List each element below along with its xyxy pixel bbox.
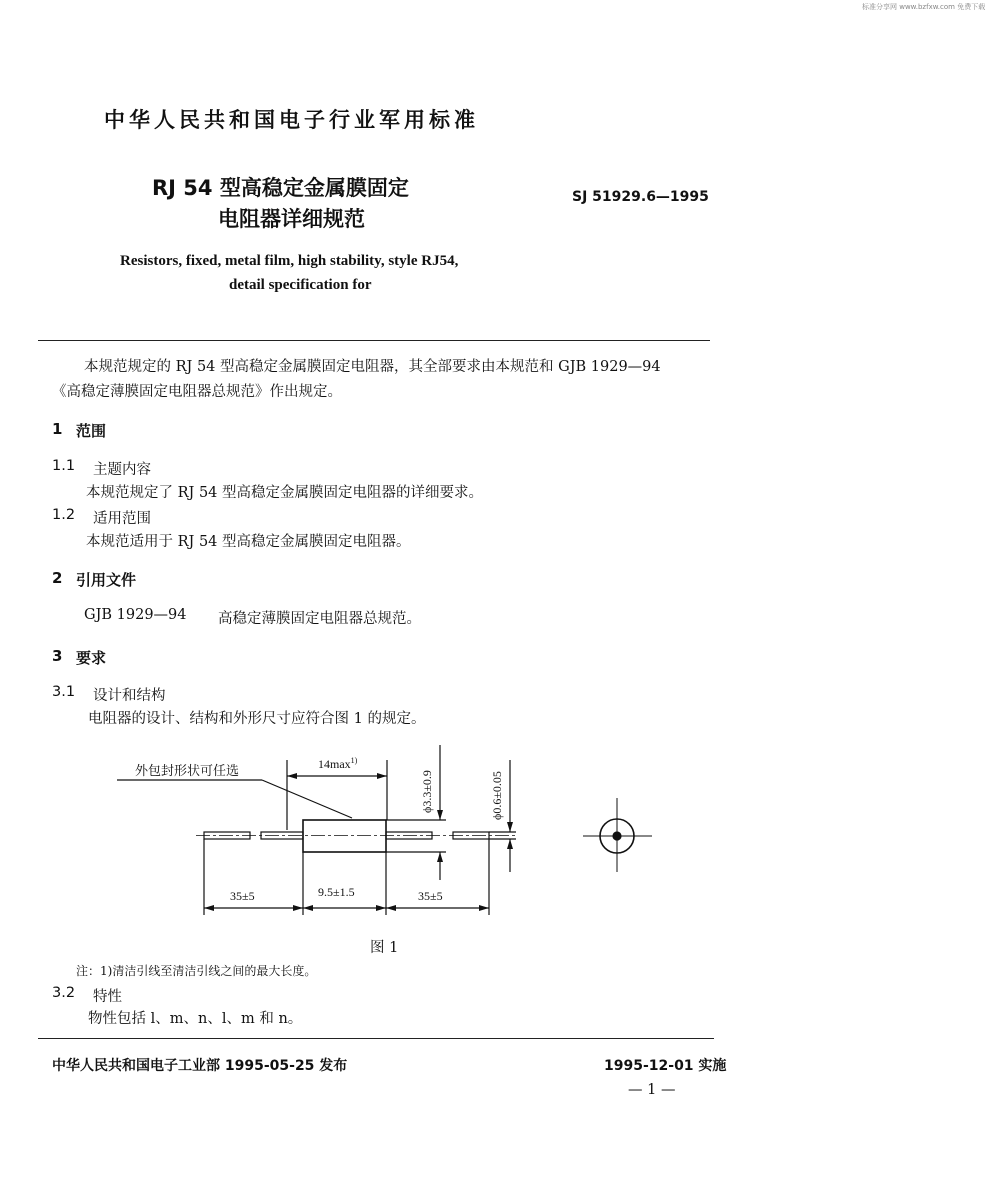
- standard-category: 中华人民共和国电子行业军用标准: [104, 108, 479, 132]
- standard-number: SJ 51929.6—1995: [572, 189, 709, 205]
- intro-line2: 《高稳定薄膜固定电阻器总规范》作出规定。: [52, 384, 342, 400]
- section-3-1-number: 3.1: [52, 684, 76, 700]
- resistor-body: [303, 820, 386, 852]
- footer-divider: [38, 1038, 714, 1039]
- effective-date: 1995-12-01 实施: [604, 1058, 727, 1074]
- section-1-2-number: 1.2: [52, 507, 76, 523]
- dim-lead-right: 35±5: [418, 889, 443, 903]
- document-title-line2: 电阻器详细规范: [218, 207, 365, 231]
- section-1-2-title: 适用范围: [93, 511, 151, 527]
- english-title-line2: detail specification for: [229, 277, 372, 293]
- intro-line1: 本规范规定的 RJ 54 型高稳定金属膜固定电阻器，其全部要求由本规范和 GJB 1929—94: [84, 359, 661, 375]
- figure-caption: 图 1: [370, 940, 399, 956]
- document-title-line1: RJ 54 型高稳定金属膜固定: [152, 176, 409, 200]
- reference-code: GJB 1929—94: [84, 607, 187, 623]
- section-2-number: 2: [52, 569, 63, 587]
- section-3-2-text: 物性包括 l、m、n、l、m 和 n。: [88, 1011, 303, 1027]
- dim-overall-length: $14\max^{1)}$: [318, 756, 358, 771]
- section-1-number: 1: [52, 420, 63, 438]
- english-title-line1: Resistors, fixed, metal film, high stability, style RJ54,: [120, 253, 459, 269]
- page-number: — 1 —: [628, 1082, 676, 1098]
- section-1-title: 范围: [76, 422, 107, 440]
- arrow-body-dia-bottom: [437, 852, 443, 862]
- arrow-lead-dia-bottom: [507, 839, 513, 849]
- arrow-overall-right: [377, 773, 387, 779]
- issuer-line: 中华人民共和国电子工业部 1995-05-25 发布: [52, 1058, 348, 1074]
- section-1-2-text: 本规范适用于 RJ 54 型高稳定金属膜固定电阻器。: [86, 534, 411, 550]
- dim-lead-diameter: ϕ0.6±0.05: [490, 771, 504, 820]
- dim-body-length: 9.5±1.5: [318, 885, 355, 899]
- envelope-label: 外包封形状可任选: [135, 764, 240, 779]
- arrow-chain-3-left: [386, 905, 396, 911]
- section-3-2-number: 3.2: [52, 985, 76, 1001]
- reference-title: 高稳定薄膜固定电阻器总规范。: [218, 611, 421, 627]
- section-1-1-text: 本规范规定了 RJ 54 型高稳定金属膜固定电阻器的详细要求。: [86, 485, 484, 501]
- arrow-chain-1-right: [293, 905, 303, 911]
- dim-body-diameter: ϕ3.3±0.9: [420, 770, 434, 813]
- arrow-body-dia-top: [437, 810, 443, 820]
- arrow-chain-2-left: [303, 905, 313, 911]
- watermark-text: 标准分享网 www.bzfxw.com 免费下载: [862, 3, 985, 11]
- dim-lead-left: 35±5: [230, 889, 255, 903]
- envelope-leader-slant: [262, 780, 352, 818]
- arrow-chain-2-right: [376, 905, 386, 911]
- section-1-1-number: 1.1: [52, 458, 76, 474]
- figure-note: 注：1)清洁引线至清洁引线之间的最大长度。: [76, 964, 317, 978]
- section-3-2-title: 特性: [93, 989, 122, 1005]
- arrow-overall-left: [287, 773, 297, 779]
- section-2-title: 引用文件: [76, 571, 137, 589]
- arrow-chain-1-left: [204, 905, 214, 911]
- arrow-lead-dia-top: [507, 822, 513, 832]
- section-3-number: 3: [52, 647, 63, 665]
- section-3-1-text: 电阻器的设计、结构和外形尺寸应符合图 1 的规定。: [88, 711, 426, 727]
- section-3-title: 要求: [76, 649, 107, 667]
- section-1-1-title: 主题内容: [93, 462, 151, 478]
- arrow-chain-3-right: [479, 905, 489, 911]
- section-3-1-title: 设计和结构: [93, 688, 166, 704]
